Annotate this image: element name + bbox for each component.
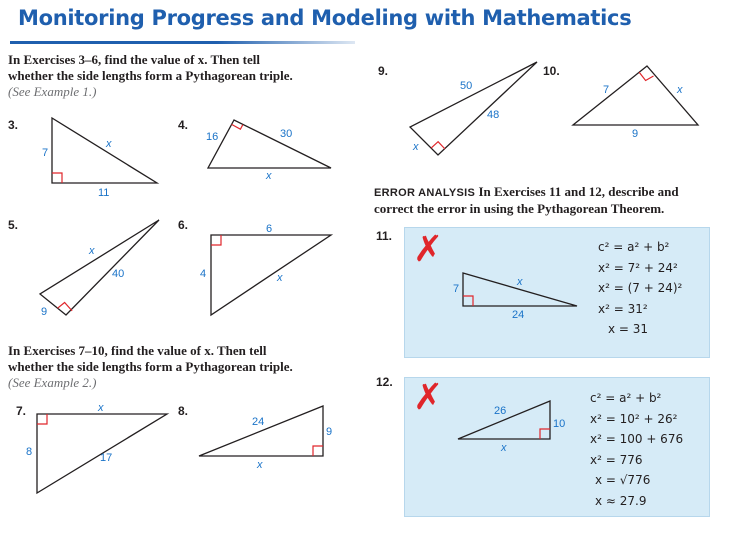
- exercise-11-label-leg-b: 24: [512, 309, 525, 321]
- exercise-8-label-leg-b: x: [257, 459, 263, 471]
- exercise-10-label-leg-a: 7: [603, 84, 610, 96]
- exercise-9-label-hypotenuse: 50: [460, 80, 473, 92]
- exercise-11-error-mark: ✗: [413, 229, 444, 270]
- section2-line1: In Exercises 7–10, find the value of x. Then tell: [8, 343, 267, 358]
- exercise-10-label-hypotenuse: 9: [632, 128, 639, 140]
- exercise-11-label-hypotenuse: x: [517, 276, 523, 288]
- section1-line1: In Exercises 3–6, find the value of x. Then tell: [8, 52, 260, 67]
- exercise-11-step-4: x² = 31²: [598, 301, 648, 316]
- exercise-12-error-mark: ✗: [413, 377, 444, 418]
- exercise-5-label-leg-a: 40: [112, 268, 125, 280]
- exercise-3-label-leg-b: 11: [98, 187, 110, 199]
- exercise-7-label-leg-b: 8: [26, 446, 33, 458]
- error-analysis-heading: ERROR ANALYSIS: [374, 187, 476, 199]
- exercise-9-label-leg-b: x: [413, 141, 419, 153]
- exercise-6-label-hypotenuse: x: [277, 272, 283, 284]
- exercise-8-label-hypotenuse: 24: [252, 416, 265, 428]
- exercise-12-step-6: x ≈ 27.9: [595, 493, 647, 508]
- exercise-11-step-1: c² = a² + b²: [598, 240, 670, 254]
- exercise-12-step-5: x = √776: [595, 473, 651, 487]
- exercise-10-label-leg-b: x: [677, 84, 683, 96]
- exercise-12-work: [590, 388, 683, 511]
- exercise-11-step-5: x = 31: [608, 322, 649, 336]
- exercise-12-label-hypotenuse: 26: [494, 405, 507, 417]
- exercise-8-number: 8.: [178, 404, 189, 418]
- exercise-7-label-hypotenuse: 17: [100, 452, 113, 464]
- exercise-12-label-leg-b: x: [501, 442, 507, 454]
- exercise-3-label-hypotenuse: x: [106, 138, 112, 150]
- exercise-6-label-leg-b: 4: [200, 268, 207, 280]
- error-analysis-line2: correct the error in using the Pythagorean Theorem.: [374, 201, 665, 216]
- exercise-11-step-3: x² = (7 + 24)²: [598, 281, 683, 295]
- exercise-12-step-3: x² = 100 + 676: [590, 432, 684, 446]
- exercise-4-label-hypotenuse: x: [266, 170, 272, 182]
- exercise-7-number: 7.: [16, 404, 27, 418]
- page-title: Monitoring Progress and Modeling with Mathematics: [18, 6, 632, 30]
- exercise-12-step-2: x² = 10² + 26²: [590, 411, 678, 426]
- exercise-12-number: 12.: [376, 375, 393, 389]
- exercise-9-number: 9.: [378, 64, 389, 78]
- section2-line2: whether the side lengths form a Pythagorean triple.: [8, 359, 293, 374]
- exercise-5-label-hypotenuse: x: [89, 245, 95, 257]
- exercise-4-number: 4.: [178, 118, 189, 132]
- section1-line2: whether the side lengths form a Pythagorean triple.: [8, 68, 293, 83]
- exercise-5-number: 5.: [8, 218, 19, 232]
- exercise-5-label-leg-b: 9: [41, 306, 48, 318]
- exercise-3-number: 3.: [8, 118, 19, 132]
- exercise-7-label-leg-a: x: [98, 402, 104, 414]
- exercise-6-number: 6.: [178, 218, 189, 232]
- exercise-4-label-leg-b: 30: [280, 128, 293, 140]
- exercise-11-label-leg-a: 7: [453, 283, 460, 295]
- exercise-4-label-leg-a: 16: [206, 131, 219, 143]
- exercise-3-label-leg-a: 7: [42, 147, 49, 159]
- exercise-11-step-2: x² = 7² + 24²: [598, 260, 678, 275]
- section2-reference: (See Example 2.): [8, 375, 97, 390]
- exercise-10-number: 10.: [543, 64, 560, 78]
- exercise-9-label-leg-a: 48: [487, 109, 500, 121]
- exercise-12-step-4: x² = 776: [590, 452, 643, 467]
- section1-reference: (See Example 1.): [8, 84, 97, 99]
- exercise-11-number: 11.: [376, 229, 393, 243]
- exercise-6-label-leg-a: 6: [266, 223, 273, 235]
- exercise-8-label-leg-a: 9: [326, 426, 333, 438]
- error-analysis-line1: In Exercises 11 and 12, describe and: [478, 184, 679, 199]
- exercise-12-label-leg-a: 10: [553, 418, 566, 430]
- exercise-12-step-1: c² = a² + b²: [590, 391, 662, 405]
